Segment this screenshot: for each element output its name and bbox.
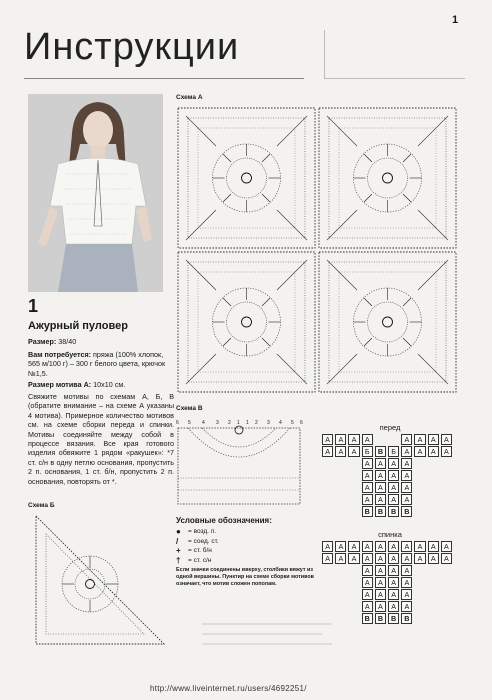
- back-motif-cell: А: [375, 577, 386, 588]
- back-motif-cell: В: [375, 613, 386, 624]
- back-motif-cell: А: [388, 589, 399, 600]
- front-motif-cell: А: [428, 434, 439, 445]
- front-assembly: [322, 423, 458, 518]
- scheme-a-diagram: [176, 106, 458, 394]
- front-motif-cell: А: [414, 446, 425, 457]
- front-motif-cell: А: [362, 434, 373, 445]
- back-motif-cell: В: [388, 613, 399, 624]
- back-motif-cell: А: [388, 601, 399, 612]
- front-motif-cell: А: [414, 434, 425, 445]
- model-photo-illustration: [28, 94, 163, 292]
- back-grid: [322, 541, 458, 625]
- back-motif-cell: А: [375, 565, 386, 576]
- front-motif-cell: А: [388, 470, 399, 481]
- row-number: 6: [300, 420, 303, 426]
- back-motif-cell: А: [414, 553, 425, 564]
- back-motif-cell: А: [428, 553, 439, 564]
- back-motif-cell: А: [362, 541, 373, 552]
- back-motif-cell: А: [362, 577, 373, 588]
- front-motif-cell: А: [388, 458, 399, 469]
- back-motif-cell: А: [401, 553, 412, 564]
- instructions-paragraph: Свяжите мотивы по схемам А, Б, В (обратите внимание – на схеме А указаны 4 мотива). Примерное количество мотивов см. на схеме сборки переда и спинки. Мотивы соединяйте между собой в процессе вязания. Все края готового изделия обвяжите 1 рядом «ракушек»: *7 ст. с/н в одну петлю основания, пропустить 2 п. основания, 1 ст. б/н, пропустить 2 п. основания, повторять от *.: [28, 392, 174, 486]
- slip-stitch-icon: /: [176, 536, 179, 546]
- back-motif-cell: А: [428, 541, 439, 552]
- front-motif-cell: В: [401, 506, 412, 517]
- chain-stitch-icon: ●: [176, 527, 181, 537]
- materials-text: пряжа (100% хлопок, 565 м/100 г) – 300 г белого цвета, крючок №1,5.: [28, 350, 166, 378]
- back-motif-cell: А: [441, 541, 452, 552]
- front-motif-cell: А: [375, 458, 386, 469]
- back-motif-cell: А: [441, 553, 452, 564]
- front-motif-cell: А: [335, 446, 346, 457]
- back-motif-cell: А: [401, 565, 412, 576]
- front-motif-cell: А: [322, 446, 333, 457]
- front-motif-cell: А: [348, 434, 359, 445]
- legend-item-text: = возд. п.: [188, 528, 217, 536]
- motif-a: [178, 108, 315, 248]
- back-motif-cell: А: [362, 553, 373, 564]
- back-motif-cell: А: [401, 601, 412, 612]
- scheme-v-diagram: [172, 416, 306, 508]
- back-motif-cell: А: [388, 577, 399, 588]
- legend-item: [176, 537, 324, 547]
- front-motif-cell: А: [428, 446, 439, 457]
- front-motif-cell: А: [401, 446, 412, 457]
- back-motif-cell: А: [388, 541, 399, 552]
- back-motif-cell: А: [348, 553, 359, 564]
- row-number: 2: [228, 420, 231, 426]
- legend-title: Условные обозначения:: [176, 516, 272, 525]
- legend-item-text: = ст. с/н: [188, 556, 212, 564]
- corner-frame: [324, 30, 465, 79]
- back-motif-cell: А: [335, 541, 346, 552]
- back-title: спинка: [378, 530, 402, 539]
- back-motif-cell: А: [362, 565, 373, 576]
- back-motif-cell: А: [414, 541, 425, 552]
- front-motif-cell: А: [322, 434, 333, 445]
- title-divider: [24, 78, 304, 79]
- row-number: 5: [188, 420, 191, 426]
- back-motif-cell: А: [401, 577, 412, 588]
- front-motif-cell: В: [388, 506, 399, 517]
- row-number: 3: [267, 420, 270, 426]
- size-line: [28, 337, 168, 346]
- front-motif-cell: А: [401, 434, 412, 445]
- legend-item-text: = соед. ст.: [188, 537, 219, 545]
- model-name: Ажурный пуловер: [28, 320, 128, 332]
- back-motif-cell: А: [322, 541, 333, 552]
- front-motif-cell: А: [335, 434, 346, 445]
- size-value: 38/40: [56, 337, 77, 346]
- front-motif-cell: А: [362, 494, 373, 505]
- back-motif-cell: А: [375, 589, 386, 600]
- front-motif-cell: А: [401, 470, 412, 481]
- legend-item: [176, 556, 324, 566]
- page-number: 1: [452, 14, 459, 26]
- back-motif-cell: В: [401, 613, 412, 624]
- front-motif-cell: Б: [362, 446, 373, 457]
- size-label: Размер:: [28, 337, 57, 346]
- motif-size-line: [28, 380, 168, 389]
- front-motif-cell: А: [362, 458, 373, 469]
- legend-item: [176, 546, 324, 556]
- front-motif-cell: А: [375, 482, 386, 493]
- row-number: 1: [246, 420, 249, 426]
- back-motif-cell: А: [375, 601, 386, 612]
- back-motif-cell: А: [322, 553, 333, 564]
- scheme-b-label: Схема Б: [28, 502, 55, 509]
- model-number: 1: [28, 296, 39, 316]
- back-motif-cell: А: [401, 589, 412, 600]
- back-motif-cell: А: [401, 541, 412, 552]
- front-motif-cell: В: [362, 506, 373, 517]
- legend: [176, 516, 324, 588]
- row-number: 5: [291, 420, 294, 426]
- faded-background-text: [192, 614, 342, 664]
- page-title: Инструкции: [24, 26, 240, 68]
- front-motif-cell: А: [401, 458, 412, 469]
- front-motif-cell: А: [348, 446, 359, 457]
- back-motif-cell: А: [388, 565, 399, 576]
- row-number: 6: [176, 420, 179, 426]
- front-motif-cell: А: [441, 446, 452, 457]
- front-motif-cell: Б: [388, 446, 399, 457]
- back-motif-cell: А: [388, 553, 399, 564]
- back-motif-cell: А: [362, 601, 373, 612]
- single-crochet-icon: +: [176, 546, 181, 556]
- front-motif-cell: А: [388, 482, 399, 493]
- back-motif-cell: А: [375, 541, 386, 552]
- legend-item-text: = ст. б/н: [188, 547, 212, 555]
- back-motif-cell: А: [362, 589, 373, 600]
- materials-paragraph: [28, 350, 168, 378]
- row-number: 2: [255, 420, 258, 426]
- front-motif-cell: А: [375, 494, 386, 505]
- model-photo: [28, 94, 163, 292]
- legend-item: [176, 527, 324, 537]
- front-motif-cell: А: [388, 494, 399, 505]
- front-motif-cell: А: [401, 494, 412, 505]
- scheme-v-label: Схема В: [176, 405, 203, 412]
- front-grid: [322, 434, 458, 518]
- front-motif-cell: В: [375, 506, 386, 517]
- row-number: 4: [279, 420, 282, 426]
- legend-note: Если значки соединены вверху, столбики вяжут из одной вершины. Пунктир на схеме сборки мотивов означает, что мотив сложен пополам.: [176, 567, 314, 587]
- row-number: 4: [202, 420, 205, 426]
- front-title: перед: [379, 423, 401, 432]
- back-motif-cell: А: [335, 553, 346, 564]
- back-assembly: [322, 530, 458, 625]
- materials-label: Вам потребуется:: [28, 350, 92, 359]
- front-motif-cell: А: [362, 470, 373, 481]
- front-motif-cell: А: [441, 434, 452, 445]
- front-motif-cell: В: [375, 446, 386, 457]
- motif-size-value: 10х10 см.: [91, 380, 126, 389]
- back-motif-cell: А: [375, 553, 386, 564]
- scheme-b-diagram: [28, 512, 168, 650]
- row-number: 3: [216, 420, 219, 426]
- scheme-a-label: Схема А: [176, 94, 203, 101]
- double-crochet-icon: †: [176, 555, 181, 565]
- back-motif-cell: В: [362, 613, 373, 624]
- front-motif-cell: А: [401, 482, 412, 493]
- row-number: 1: [237, 420, 240, 426]
- front-motif-cell: А: [375, 470, 386, 481]
- watermark-url: http://www.liveinternet.ru/users/4692251/: [150, 684, 307, 693]
- back-motif-cell: А: [348, 541, 359, 552]
- front-motif-cell: А: [362, 482, 373, 493]
- motif-size-label: Размер мотива А:: [28, 380, 92, 389]
